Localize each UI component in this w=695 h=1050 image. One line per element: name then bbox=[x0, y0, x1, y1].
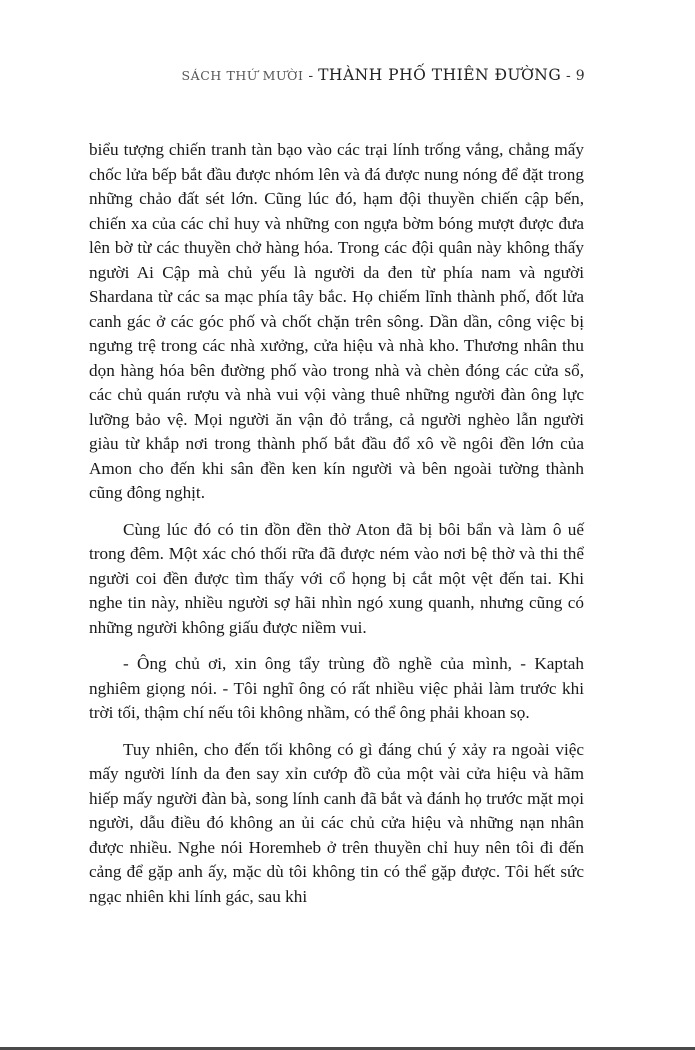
page-number: 9 bbox=[575, 68, 585, 84]
book-title: THÀNH PHỐ THIÊN ĐƯỜNG bbox=[318, 66, 562, 84]
paragraph-3-dialogue: - Ông chủ ơi, xin ông tẩy trùng đồ nghề của mình, - Kaptah nghiêm giọng nói. - Tôi nghĩ ông có rất nhiều việc phải làm trước khi trời tối, thậm chí nếu tôi không nhầm, có thể ông phải khoan sọ. bbox=[89, 654, 584, 722]
book-part-label: SÁCH THỨ MƯỜI bbox=[181, 68, 304, 83]
running-header bbox=[181, 66, 585, 84]
body-text bbox=[89, 138, 584, 909]
paragraph-2: Cùng lúc đó có tin đồn đền thờ Aton đã bị bôi bẩn và làm ô uế trong đêm. Một xác chó thối rữa đã được ném vào nơi bệ thờ và thi thể người coi đền được tìm thấy với cổ họng bị cắt một vệt đến tai. Khi nghe tin này, nhiều người sợ hãi nhìn ngó xung quanh, nhưng cũng có những người không giấu được niềm vui. bbox=[89, 519, 584, 637]
paragraph-1: biểu tượng chiến tranh tàn bạo vào các trại lính trống vắng, chẳng mấy chốc lửa bếp bắt đầu được nhóm lên và đá được nung nóng để đặt trong những chảo đất sét lớn. Cũng lúc đó, hạm đội thuyền chiến cập bến, chiến xa của các chỉ huy và những con ngựa bờm bóng mượt được đưa lên bờ từ các thuyền chở hàng hóa. Trong các đội quân này không thấy người Ai Cập mà chủ yếu là người da đen từ phía nam và người Shardana từ các sa mạc phía tây bắc. Họ chiếm lĩnh thành phố, đốt lửa canh gác ở các góc phố và chốt chặn trên sông. Dần dần, công việc bị ngưng trệ trong các nhà xưởng, cửa hiệu và nhà kho. Thương nhân thu dọn hàng hóa bên đường phố vào trong nhà và chèn đóng các cửa sổ, các chủ quán rượu và nhà vui vội vàng thuê những người đàn ông lực lưỡng bảo vệ. Mọi người ăn vận đỏ trắng, cả người nghèo lẫn người giàu từ khắp nơi trong thành phố bắt đầu đổ xô về ngôi đền lớn của Amon cho đến khi sân đền ken kín người và bên ngoài tường thành cũng đông nghịt. bbox=[89, 140, 584, 502]
header-separator: - bbox=[303, 68, 319, 84]
header-separator-2: - bbox=[561, 68, 576, 84]
paragraph-4: Tuy nhiên, cho đến tối không có gì đáng chú ý xảy ra ngoài việc mấy người lính da đen say xỉn cướp đồ của một vài cửa hiệu và hãm hiếp mấy người đàn bà, song lính canh đã bắt và đánh họ trước mặt mọi người, dẫu điều đó không an ủi các chủ cửa hiệu và những nạn nhân được nhiều. Nghe nói Horemheb ở trên thuyền chỉ huy nên tôi đi đến cảng để gặp anh ấy, mặc dù tôi không tin có thể gặp được. Tôi hết sức ngạc nhiên khi lính gác, sau khi bbox=[89, 739, 584, 906]
